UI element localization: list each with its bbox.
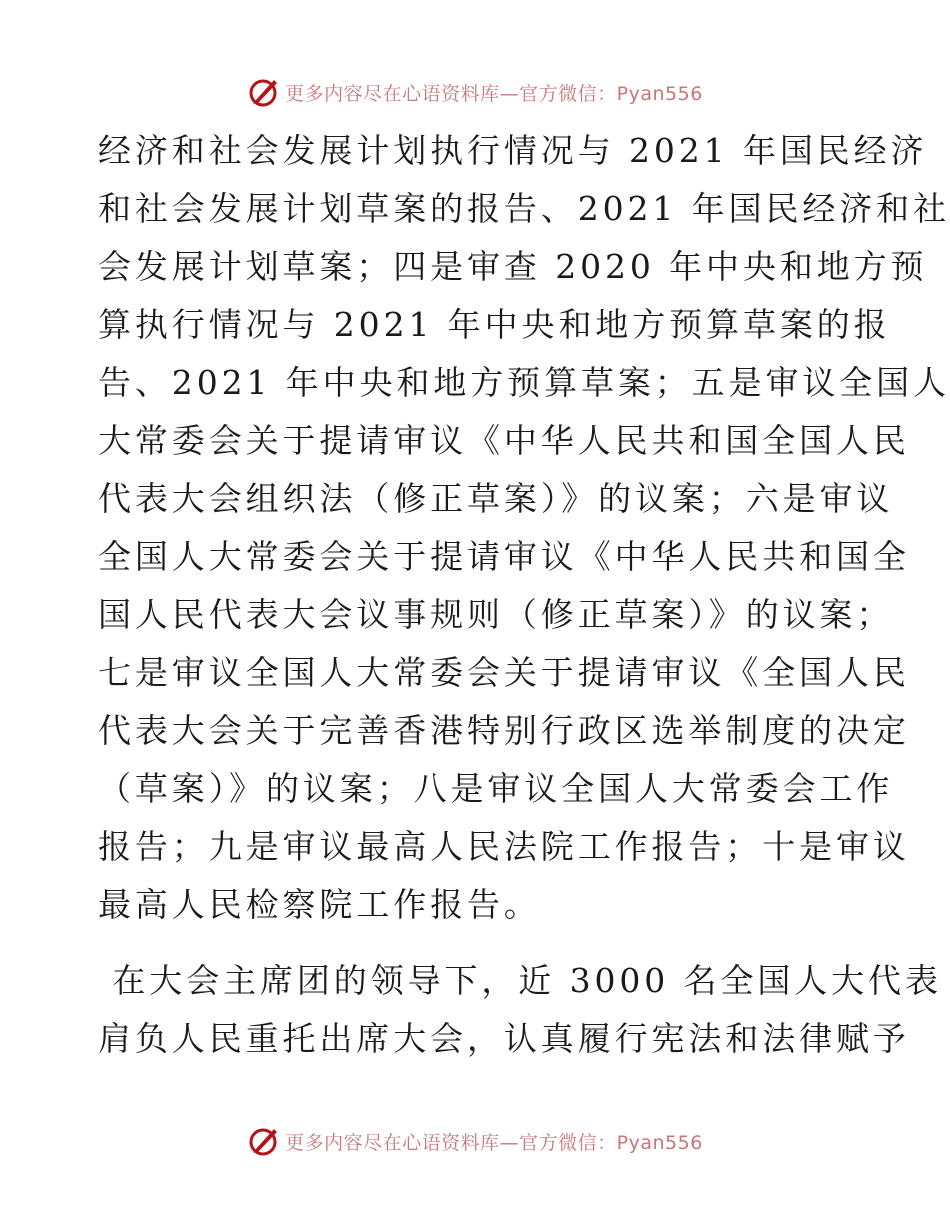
text-line: 最高人民检察院工作报告。 [98,885,541,924]
header-banner-text: 更多内容尽在心语资料库—官方微信：Pyan556 [285,82,703,105]
text-line: 大常委会关于提请审议《中华人民共和国全国人民 [98,421,910,460]
text-line: 在大会主席团的领导下，近 3000 名全国人大代表 [98,961,942,1000]
paragraph-1 [98,122,950,934]
text-line: 和社会发展计划草案的报告、2021 年国民经济和社 [98,189,950,228]
text-line: 报告；九是审议最高人民法院工作报告；十是审议 [98,827,910,866]
text-line: 算执行情况与 2021 年中央和地方预算草案的报 [98,305,891,344]
text-line: 代表大会关于完善香港特别行政区选举制度的决定 [98,711,910,750]
text-line: 肩负人民重托出席大会，认真履行宪法和法律赋予 [98,1019,910,1058]
text-line: 国人民代表大会议事规则（修正草案）》的议案； [98,595,894,634]
quill-logo-icon [247,75,281,109]
footer-banner-text: 更多内容尽在心语资料库—官方微信：Pyan556 [285,1131,703,1154]
text-line: （草案）》的议案；八是审议全国人大常委会工作 [98,769,894,808]
header-banner [0,70,950,114]
text-line: 代表大会组织法（修正草案）》的议案；六是审议 [98,479,894,518]
paragraph-2 [98,952,942,1068]
document-body [98,122,950,1068]
text-line: 七是审议全国人大常委会关于提请审议《全国人民 [98,653,910,692]
text-line: 全国人大常委会关于提请审议《中华人民共和国全 [98,537,910,576]
text-line: 会发展计划草案；四是审查 2020 年中央和地方预 [98,247,928,286]
footer-banner [0,1119,950,1163]
quill-logo-icon [247,1124,281,1158]
paragraph-gap [98,934,858,952]
text-line: 经济和社会发展计划执行情况与 2021 年国民经济 [98,131,928,170]
text-line: 告、2021 年中央和地方预算草案；五是审议全国人 [98,363,950,402]
